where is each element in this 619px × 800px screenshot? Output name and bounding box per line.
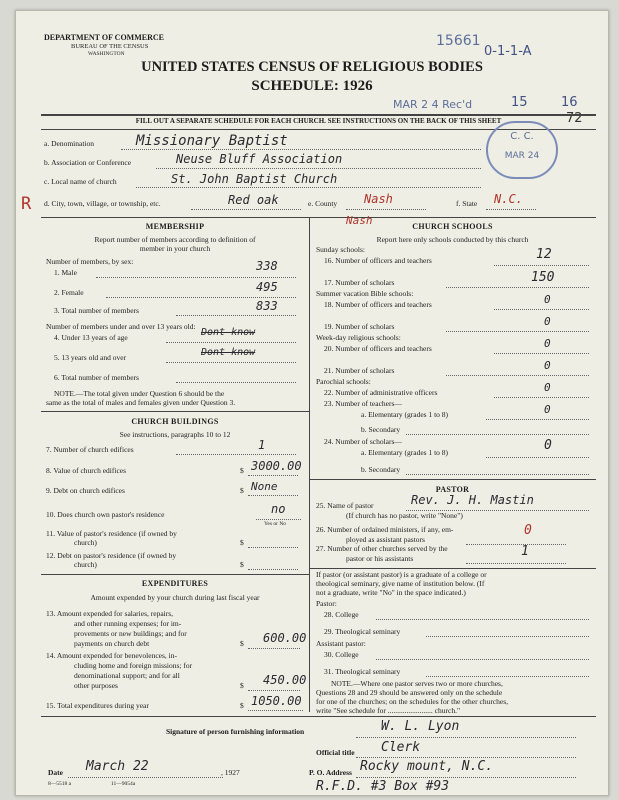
q10-value: no (271, 502, 286, 516)
q13-label-2: and other running expenses; for im- (74, 619, 182, 628)
association-value: Neuse Bluff Association (176, 152, 343, 166)
q8-label: 8. Value of church edifices (46, 466, 127, 475)
age-heading: Number of members under and over 13 years old: (46, 322, 196, 331)
signature-label: Signature of person furnishing information (166, 727, 305, 736)
date-year: , 1927 (221, 768, 240, 777)
q16-label: 16. Number of officers and teachers (324, 256, 432, 265)
q29-label: 29. Theological seminary (324, 627, 401, 636)
official-title-label: Official title (316, 748, 355, 757)
buildings-rule (41, 574, 309, 575)
q25-value: Rev. J. H. Mastin (411, 493, 534, 507)
q17-line (446, 287, 589, 288)
q16-value: 12 (536, 247, 552, 262)
q22-value: 0 (544, 381, 551, 394)
q18-label: 18. Number of officers and teachers (324, 300, 432, 309)
state-label: f. State (456, 199, 478, 208)
census-schedule-sheet (15, 10, 609, 796)
yes-no-hint: Yes or No (264, 521, 287, 527)
q15-label: 15. Total expenditures during year (46, 701, 149, 710)
q31-label: 31. Theological seminary (324, 667, 401, 676)
q24-label: 24. Number of scholars— (324, 437, 402, 446)
q12-dollar: $ (240, 560, 244, 569)
stamp-number-b: 16 (561, 95, 578, 110)
church-name-value: St. John Baptist Church (171, 172, 338, 186)
q16-line (494, 265, 589, 266)
schools-county-note: Nash (346, 214, 373, 227)
pastor-title: PASTOR (435, 485, 470, 494)
q20-value: 0 (544, 337, 551, 350)
q24a-line (486, 457, 589, 458)
q21-value: 0 (544, 359, 551, 372)
city-value: Red oak (228, 193, 279, 207)
schools-rule (309, 479, 596, 480)
q4-value: Dont know (201, 327, 256, 338)
q1-label: 1. Male (54, 268, 77, 277)
membership-note-1: NOTE.—The total given under Question 6 should be the (54, 389, 225, 398)
q25-hint: (If church has no pastor, write "None") (346, 511, 463, 520)
denomination-value: Missionary Baptist (136, 133, 288, 149)
membership-title: MEMBERSHIP (145, 222, 205, 231)
stamp-number-c: 72 (566, 111, 583, 126)
q25-label: 25. Name of pastor (316, 501, 374, 510)
identity-rule (41, 217, 596, 218)
q13-line (248, 648, 300, 649)
q2-line (106, 297, 296, 298)
association-label: b. Association or Conference (44, 158, 132, 167)
q31-line (426, 676, 589, 677)
q15-line (248, 710, 303, 711)
buildings-sub: See instructions, paragraphs 10 to 12 (119, 430, 231, 439)
city-label: d. City, town, village, or township, etc. (44, 199, 161, 208)
cc-stamp (486, 121, 558, 179)
q17-value: 150 (531, 270, 555, 285)
q28-label: 28. College (324, 610, 359, 619)
q11-dollar: $ (240, 538, 244, 547)
serial-number: 15661 (436, 33, 481, 49)
pastor-subheading: Pastor: (316, 599, 337, 608)
buildings-title: CHURCH BUILDINGS (131, 417, 219, 426)
q23a-label: a. Elementary (grades 1 to 8) (361, 410, 449, 419)
sunday-heading: Sunday schools: (316, 245, 365, 254)
pastor-rule (309, 568, 596, 569)
membership-note-2: same as the total of males and females given under Question 3. (46, 398, 236, 407)
q13-label-1: 13. Amount expended for salaries, repairs, (46, 609, 174, 618)
q23a-line (486, 419, 589, 420)
schools-sub: Report here only schools conducted by this church (376, 235, 529, 244)
form-number: 8—5518 a (48, 781, 72, 787)
pastor-note-2: Questions 28 and 29 should be answered only on the schedule (316, 688, 503, 697)
q11-label-2: church) (74, 538, 97, 547)
q27-line (466, 563, 566, 564)
q13-label-3: provements or new buildings; and for (74, 629, 187, 638)
q7-line (176, 454, 296, 455)
q20-label: 20. Number of officers and teachers (324, 344, 432, 353)
q18-line (494, 309, 589, 310)
q14-label-4: other purposes (74, 681, 118, 690)
date-label: Date (48, 768, 63, 777)
q3-line (176, 315, 296, 316)
q14-dollar: $ (240, 681, 244, 690)
q13-value: 600.00 (263, 631, 307, 645)
received-stamp: MAR 2 4 Rec'd (393, 98, 473, 111)
header-rule (41, 114, 596, 116)
q4-label: 4. Under 13 years of age (54, 333, 128, 342)
q24b-label: b. Secondary (361, 465, 401, 474)
cc-stamp-date: MAR 24 (504, 151, 540, 161)
pastor-note-4: write "See schedule for ........................ church." (316, 706, 461, 715)
state-value: N.C. (494, 192, 523, 206)
q12-line (248, 569, 298, 570)
q19-label: 19. Number of scholars (324, 322, 395, 331)
q5-value: Dont know (201, 347, 256, 358)
official-title-value: Clerk (381, 740, 421, 755)
parochial-heading: Parochial schools: (316, 377, 371, 386)
q30-line (376, 659, 589, 660)
q20-line (494, 353, 589, 354)
q12-label-2: church) (74, 560, 97, 569)
instructions-line: FILL OUT A SEPARATE SCHEDULE FOR EACH CHURCH. SEE INSTRUCTIONS ON THE BACK OF THIS SHEET (135, 117, 502, 125)
q10-line (256, 519, 301, 520)
q23-label: 23. Number of teachers— (324, 399, 402, 408)
q9-line (248, 495, 298, 496)
expenditures-sub: Amount expended by your church during last fiscal year (90, 593, 260, 602)
q21-line (446, 375, 589, 376)
bureau-heading: BUREAU OF THE CENSUS (71, 43, 149, 50)
address-value: Rocky mount, N.C. (360, 759, 494, 774)
q14-label-1: 14. Amount expended for benevolences, in- (46, 651, 178, 660)
state-line (486, 209, 536, 210)
grad-note-1: If pastor (or assistant pastor) is a graduate of a college or (316, 570, 487, 579)
q17-label: 17. Number of scholars (324, 278, 395, 287)
city-heading: WASHINGTON (88, 51, 125, 57)
signature-line (356, 737, 576, 738)
q15-dollar: $ (240, 701, 244, 710)
association-line (156, 168, 481, 169)
q29-line (426, 636, 589, 637)
q11-line (248, 547, 298, 548)
q21-label: 21. Number of scholars (324, 366, 395, 375)
q30-label: 30. College (324, 650, 359, 659)
q5-line (166, 362, 296, 363)
q27-value: 1 (521, 544, 529, 559)
q3-label: 3. Total number of members (54, 306, 139, 315)
date-line (68, 777, 223, 778)
q1-line (96, 277, 296, 278)
q7-value: 1 (258, 438, 266, 452)
q27-label-2: pastor or his assistants (346, 554, 414, 563)
q14-line (248, 690, 300, 691)
q4-line (166, 342, 296, 343)
pastor-note-1: NOTE.—Where one pastor serves two or more churches, (331, 679, 503, 688)
q8-line (248, 475, 298, 476)
denomination-label: a. Denomination (44, 139, 94, 148)
q24b-line (406, 474, 589, 475)
q3-value: 833 (256, 299, 278, 313)
q26-value: 0 (524, 523, 532, 538)
official-title-line (356, 757, 576, 758)
q27-label-1: 27. Number of other churches served by the (316, 544, 448, 553)
column-divider (309, 217, 310, 712)
q23b-line (406, 434, 589, 435)
q5-label: 5. 13 years old and over (54, 353, 127, 362)
city-line (191, 209, 301, 210)
q11-label-1: 11. Value of pastor's residence (if owned by (46, 529, 177, 538)
q10-label: 10. Does church own pastor's residence (46, 510, 165, 519)
q24a-value: 0 (544, 438, 552, 453)
q9-value: None (251, 480, 278, 493)
q15-value: 1050.00 (251, 694, 302, 708)
county-value: Nash (364, 192, 393, 206)
q26-label-1: 26. Number of ordained ministers, if any, em- (316, 525, 454, 534)
expenditures-title: EXPENDITURES (141, 579, 209, 588)
assistant-subheading: Assistant pastor: (316, 639, 366, 648)
q9-label: 9. Debt on church edifices (46, 486, 125, 495)
q26-label-2: ployed as assistant pastors (346, 535, 425, 544)
q6-label: 6. Total number of members (54, 373, 139, 382)
q2-value: 495 (256, 280, 278, 294)
weekday-heading: Week-day religious schools: (316, 333, 401, 342)
q23b-label: b. Secondary (361, 425, 401, 434)
members-by-sex-label: Number of members, by sex: (46, 257, 134, 266)
church-name-line (136, 187, 481, 188)
q19-value: 0 (544, 315, 551, 328)
q22-label: 22. Number of administrative officers (324, 388, 438, 397)
church-name-label: c. Local name of church (44, 177, 117, 186)
q6-line (176, 382, 296, 383)
q19-line (446, 331, 589, 332)
county-line (346, 209, 426, 210)
q7-label: 7. Number of church edifices (46, 445, 134, 454)
q14-label-3: denominational support; and for all (74, 671, 180, 680)
dept-heading: DEPARTMENT OF COMMERCE (44, 33, 165, 42)
q22-line (494, 397, 589, 398)
address-value-2: R.F.D. #3 Box #93 (316, 779, 450, 794)
grad-note-3: not a graduate, write "No" in the space indicated.) (316, 588, 466, 597)
q26-line (466, 544, 566, 545)
address-label: P. O. Address (309, 768, 352, 777)
print-number: 11—9054a (111, 781, 136, 787)
county-label: e. County (308, 199, 338, 208)
q28-line (376, 619, 589, 620)
schedule-title: SCHEDULE: 1926 (251, 78, 373, 94)
membership-intro-2: member in your church (139, 244, 211, 253)
stamp-number-a: 15 (511, 95, 528, 110)
q18-value: 0 (544, 293, 551, 306)
address-line (356, 777, 576, 778)
q13-dollar: $ (240, 639, 244, 648)
schedule-code: 0-1-1-A (484, 44, 532, 59)
pastor-note-3: for one of the churches; on the schedules for the other churches, (316, 697, 509, 706)
signature-value: W. L. Lyon (381, 719, 460, 734)
schools-title: CHURCH SCHOOLS (412, 222, 493, 231)
q1-value: 338 (256, 259, 278, 273)
footer-rule (41, 716, 596, 717)
q12-label-1: 12. Debt on pastor's residence (if owned by (46, 551, 177, 560)
membership-intro-1: Report number of members according to definition of (94, 235, 256, 244)
q8-dollar: $ (240, 466, 244, 475)
correction-mark: R (21, 194, 32, 214)
q9-dollar: $ (240, 486, 244, 495)
summer-heading: Summer vacation Bible schools: (316, 289, 414, 298)
q8-value: 3000.00 (251, 459, 302, 473)
denomination-line (121, 149, 481, 150)
q23a-value: 0 (544, 403, 551, 416)
cc-stamp-text: C. C. (510, 131, 534, 142)
membership-rule (41, 411, 309, 412)
q13-label-4: payments on church debt (74, 639, 150, 648)
q14-label-2: cluding home and foreign missions; for (74, 661, 193, 670)
grad-note-2: theological seminary, give name of institution below. (If (316, 579, 485, 588)
q24a-label: a. Elementary (grades 1 to 8) (361, 448, 449, 457)
q2-label: 2. Female (54, 288, 84, 297)
date-value: March 22 (86, 759, 149, 774)
form-title: UNITED STATES CENSUS OF RELIGIOUS BODIES (141, 59, 483, 75)
q14-value: 450.00 (263, 673, 307, 687)
